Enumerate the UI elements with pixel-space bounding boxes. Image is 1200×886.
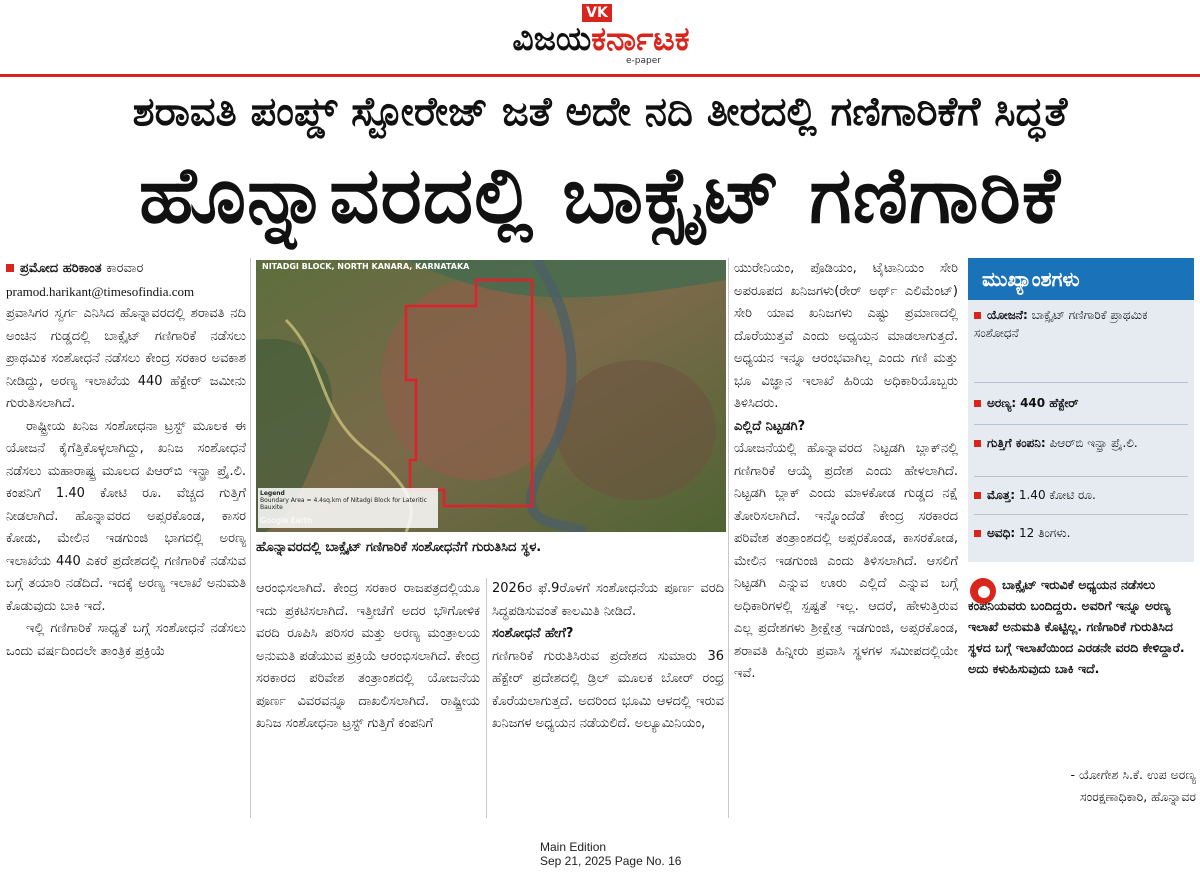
highlight-item xyxy=(974,394,1188,412)
quote-text: ಬಾಕ್ಸೈಟ್ ಇರುವಿಕೆ ಅಧ್ಯಯನ ನಡೆಸಲು ಕಂಪನಿಯವರು ಬಂದಿದ್ದರು. ಅವರಿಗೆ ಇನ್ನೂ ಅರಣ್ಯ ಇಲಾಖೆ ಅನುಮತಿ ಕೊಟ್ಟಿಲ್ಲ. ಗಣಿಗಾರಿಕೆ ಗುರುತಿಸಿದ ಸ್ಥಳದ ಬಗ್ಗೆ ಇಲಾಖೆಯಿಂದ ಎರಡನೇ ವರದಿ ಕೇಳಿದ್ದಾರೆ. ಅದು ಕಳುಹಿಸುವುದು ಬಾಕಿ ಇದೆ. xyxy=(968,577,1185,676)
quote-designation: ಸಂರಕ್ಷಣಾಧಿಕಾರಿ, ಹೊನ್ನಾವರ xyxy=(1079,789,1196,804)
paragraph: ಯುರೇನಿಯಂ, ಪೊಡಿಯಂ, ಟೈಟಾನಿಯಂ ಸೇರಿ ಅಪರೂಪದ ಖನಿಜಗಳು(ರೇರ್ ಅರ್ಥ್ ಎಲಿಮೆಂಟ್) ಸೇರಿ ಯಾವ ಖನಿಜಗಳು ಎಷ್ಟು ಪ್ರಮಾಣದಲ್ಲಿ ದೊರೆಯುತ್ತವೆ ಎಂದು ಅಧ್ಯಯನ ಮಾಡಲಾಗುತ್ತದೆ. ಅಧ್ಯಯನ ಇನ್ನೂ ಆರಂಭವಾಗಿಲ್ಲ ಎಂದು ಗಣಿ ಮತ್ತು ಭೂ ವಿಜ್ಞಾನ ಇಲಾಖೆ ಹಿರಿಯ ಅಧಿಕಾರಿಯೊಬ್ಬರು ತಿಳಿಸಿದರು. xyxy=(734,261,958,411)
highlight-key: ಗುತ್ತಿಗೆ ಕಂಪನಿ: xyxy=(987,436,1046,450)
byline-email: pramod.harikant@timesofindia.com xyxy=(6,283,195,299)
divider xyxy=(974,476,1188,477)
highlight-item xyxy=(974,306,1188,342)
subheading: ಎಲ್ಲಿದೆ ನಿಟ್ಟಡಗಿ? xyxy=(734,418,806,434)
legend-title: Legend xyxy=(260,490,285,497)
article-column-4 xyxy=(734,258,958,818)
vk-logo: VK xyxy=(582,4,612,22)
legend-item: Boundary Area = 4.4sq.km of Nitadgi Block for Lateritic Bauxite xyxy=(260,497,427,511)
paragraph: ಯೋಜನೆಯಲ್ಲಿ ಹೊನ್ನಾವರದ ನಿಟ್ಟಡಗಿ ಬ್ಲಾಕ್‌ನಲ್ಲಿ ಗಣಿಗಾರಿಕೆ ಆಯ್ಕೆ ಪ್ರದೇಶ ಎಂದು ಹೇಳಲಾಗಿದೆ. ನಿಟ್ಟಡಗಿ ಬ್ಲಾಕ್ ಎಂದು ಮಾಳಕೋಡ ಗುಡ್ಡದ ನಕ್ಷೆ ತೋರಿಸಲಾಗಿದೆ. ಇನ್ನೊಂದೆಡೆ ಕೇಂದ್ರ ಸರಕಾರದ ಪರಿವೇಶ ತಂತ್ರಾಂಶದಲ್ಲಿ ಅಪ್ಸರಕೊಂಡ, ಕಾಸರಕೋಡ, ಮೇಲಿನ ಇಡಗುಂಜಿ ಎಂದು ತಿಳಿಸಲಾಗಿದೆ. ಆಸಲಿಗೆ ನಿಟ್ಟಡಗಿ ಎನ್ನುವ ಊರು ಎಲ್ಲಿದೆ ಎನ್ನುವ ಬಗ್ಗೆ ಅಧಿಕಾರಿಗಳಲ್ಲಿ ಸ್ಪಷ್ಟತೆ ಇಲ್ಲ. ಆದರೆ, ಹೇಳುತ್ತಿರುವ ಎಲ್ಲ ಪ್ರದೇಶಗಳು ಶ್ರೀಕ್ಷೇತ್ರ ಇಡಗುಂಜಿ, ಅಪ್ಸರಕೊಂಡ, ಶರಾವತಿ ಹಿನ್ನೀರು ಪ್ರವಾಸಿ ಸ್ಥಳಗಳ ಸಮೀಪದಲ್ಲಿಯೇ ಇವೆ. xyxy=(734,441,958,681)
highlights-title: ಮುಖ್ಯಾಂಶಗಳು xyxy=(968,258,1194,300)
page-footer xyxy=(540,840,681,868)
paragraph: ಇಲ್ಲಿ ಗಣಿಗಾರಿಕೆ ಸಾಧ್ಯತೆ ಬಗ್ಗೆ ಸಂಶೋಧನೆ ನಡೆಸಲು ಒಂದು ವರ್ಷದಿಂದಲೇ ತಾಂತ್ರಿಕ ಪ್ರಕ್ರಿಯೆ xyxy=(6,621,246,659)
newspaper-name xyxy=(486,20,716,58)
highlight-key: ಅರಣ್ಯ: xyxy=(987,396,1017,410)
kicker-headline: ಶರಾವತಿ ಪಂಪ್ಡ್ ಸ್ಟೋರೇಜ್ ಜತೆ ಅದೇ ನದಿ ತೀರದಲ್ಲಿ ಗಣಿಗಾರಿಕೆಗೆ ಸಿದ್ಧತೆ xyxy=(132,89,1068,135)
map-caption: ಹೊನ್ನಾವರದಲ್ಲಿ ಬಾಕ್ಸೈಟ್ ಗಣಿಗಾರಿಕೆ ಸಂಶೋಧನೆಗೆ ಗುರುತಿಸಿದ ಸ್ಥಳ. xyxy=(256,540,542,555)
subheading: ಸಂಶೋಧನೆ ಹೇಗೆ? xyxy=(492,626,574,641)
quote-signature: - ಯೋಗೇಶ ಸಿ.ಕೆ. ಉಪ ಅರಣ್ಯ xyxy=(1070,767,1196,782)
divider xyxy=(974,382,1188,383)
newspaper-name-part2: ಕರ್ನಾಟಕ xyxy=(591,19,690,58)
byline xyxy=(6,258,246,281)
highlight-key: ಅವಧಿ: xyxy=(987,526,1016,540)
paragraph: ಗಣಿಗಾರಿಕೆ ಗುರುತಿಸಿರುವ ಪ್ರದೇಶದ ಸುಮಾರು 36 ಹೆಕ್ಟೇರ್ ಪ್ರದೇಶದಲ್ಲಿ ಡ್ರಿಲ್ ಮೂಲಕ ಬೋರ್ ರಂಧ್ರ ಕೊರೆಯಲಾಗುತ್ತದೆ. ಅದರಿಂದ ಭೂಮಿ ಆಳದಲ್ಲಿ ಇರುವ ಖನಿಜಗಳ ಅಧ್ಯಯನ ನಡೆಯಲಿದೆ. ಅಲ್ಯೂಮಿನಿಯಂ, xyxy=(492,648,724,731)
newspaper-name-part1: ವಿಜಯ xyxy=(512,19,592,58)
masthead xyxy=(486,4,716,70)
date-page-label: Sep 21, 2025 Page No. 16 xyxy=(540,854,682,868)
column-divider xyxy=(486,578,487,818)
highlight-value: 12 ತಿಂಗಳು. xyxy=(1019,526,1071,540)
paragraph: 2026ರ ಫೆ.9ರೊಳಗೆ ಸಂಶೋಧನೆಯ ಪೂರ್ಣ ವರದಿ ಸಿದ್ಧಪಡಿಸುವಂತೆ ಕಾಲಮಿತಿ ನೀಡಿದೆ. xyxy=(492,581,724,619)
map-title-label: NITADGI BLOCK, NORTH KANARA, KARNATAKA xyxy=(262,262,470,271)
highlight-item xyxy=(974,524,1188,542)
epaper-label: e-paper xyxy=(626,56,661,66)
bullet-square-icon xyxy=(974,400,981,407)
byline-place: ಕಾರವಾರ xyxy=(106,261,144,276)
paragraph: ರಾಷ್ಟ್ರೀಯ ಖನಿಜ ಸಂಶೋಧನಾ ಟ್ರಸ್ಟ್ ಮೂಲಕ ಈ ಯೋಜನೆ ಕೈಗೆತ್ತಿಕೊಳ್ಳಲಾಗಿದ್ದು, ಖನಿಜ ಸಂಶೋಧನೆ ನಡೆಸಲು ಮಹಾರಾಷ್ಟ್ರ ಮೂಲದ ಪಿಆರ್‌ಬಿ ಇನ್ಫ್ರಾ ಪ್ರೈ.ಲಿ. ಕಂಪನಿಗೆ 1.40 ಕೋಟಿ ರೂ. ವೆಚ್ಚದ ಗುತ್ತಿಗೆ ನೀಡಲಾಗಿದೆ. ಹೊನ್ನಾವರದ ಅಪ್ಸರಕೊಂಡ, ಕಾಸರ ಕೋಡು, ಮೇಲಿನ ಇಡಗುಂಜಿ ಭಾಗದಲ್ಲಿ ಅರಣ್ಯ ಇಲಾಖೆಯ 440 ಎಕರೆ ಪ್ರದೇಶದಲ್ಲಿ ಗಣಿಗಾರಿಕೆ ನಡೆಸುವ ಬಗ್ಗೆ ತಯಾರಿ ನಡೆದಿದೆ. ಇದಕ್ಕೆ ಅರಣ್ಯ ಇಲಾಖೆ ಅನುಮತಿ ಕೊಡುವುದು ಬಾಕಿ ಇದೆ. xyxy=(6,418,246,614)
highlight-item xyxy=(974,486,1188,504)
paragraph: ಆರಂಭಿಸಲಾಗಿದೆ. ಕೇಂದ್ರ ಸರಕಾರ ರಾಜಪತ್ರದಲ್ಲಿಯೂ ಇದು ಪ್ರಕಟಿಸಲಾಗಿದೆ. ಇತ್ತೀಚೆಗೆ ಅದರ ಭೌಗೋಳಿಕ ವರದಿ ರೂಪಿಸಿ ಪರಿಸರ ಮತ್ತು ಅರಣ್ಯ ಮಂತ್ರಾಲಯ ಅನುಮತಿ ಪಡೆಯುವ ಪ್ರಕ್ರಿಯೆ ಆರಂಭಿಸಲಾಗಿದೆ. ಕೇಂದ್ರ ಸರಕಾರದ ಪರಿವೇಶ ತಂತ್ರಾಂಶದಲ್ಲಿ ಯೋಜನೆಯ ಪೂರ್ಣ ವಿವರವನ್ನೂ ದಾಖಲಿಸಲಾಗಿದೆ. ರಾಷ್ಟ್ರೀಯ ಖನಿಜ ಸಂಶೋಧನಾ ಟ್ರಸ್ಟ್ ಗುತ್ತಿಗೆ ಕಂಪನಿಗೆ xyxy=(256,581,480,731)
column-divider xyxy=(728,258,729,818)
highlights-box xyxy=(968,258,1194,562)
divider xyxy=(974,514,1188,515)
highlight-item xyxy=(974,434,1188,452)
column-divider xyxy=(250,258,251,818)
highlight-key: ಮೊತ್ತ: xyxy=(987,488,1016,502)
article-column-1 xyxy=(6,258,246,818)
article-column-3 xyxy=(492,578,724,818)
bullet-square-icon xyxy=(974,530,981,537)
highlight-key: ಯೋಜನೆ: xyxy=(987,308,1028,322)
article-column-2 xyxy=(256,578,480,818)
google-earth-watermark: Google Earth xyxy=(260,516,313,525)
highlight-value: ಪಿಆರ್‌ಬಿ ಇನ್ಫ್ರಾ ಪ್ರೈ.ಲಿ. xyxy=(1049,436,1138,450)
bullet-square-icon xyxy=(974,312,981,319)
highlight-value: 1.40 ಕೋಟಿ ರೂ. xyxy=(1018,488,1096,502)
bullet-square-icon xyxy=(974,492,981,499)
main-headline: ಹೊನ್ನಾವರದಲ್ಲಿ ಬಾಕ್ಸೈಟ್ ಗಣಿಗಾರಿಕೆ xyxy=(139,151,1061,241)
satellite-map xyxy=(256,260,726,532)
highlight-value: 440 ಹೆಕ್ಟೇರ್ xyxy=(1020,396,1079,410)
byline-square-icon xyxy=(6,264,14,272)
divider xyxy=(974,424,1188,425)
masthead-rule xyxy=(0,74,1200,77)
byline-author: ಪ್ರಮೋದ ಹರಿಕಾಂತ xyxy=(20,261,102,276)
bullet-square-icon xyxy=(974,440,981,447)
highlight-value: ಬಾಕ್ಸೈಟ್ ಗಣಿಗಾರಿಕೆ ಪ್ರಾಥಮಿಕ ಸಂಶೋಧನೆ xyxy=(974,308,1148,340)
edition-label: Main Edition xyxy=(540,840,607,854)
paragraph: ಪ್ರವಾಸಿಗರ ಸ್ವರ್ಗ ಎನಿಸಿದ ಹೊನ್ನಾವರದಲ್ಲಿ ಶರಾವತಿ ನದಿ ಅಂಚಿನ ಗುಡ್ಡದಲ್ಲಿ ಬಾಕ್ಸೈಟ್ ಗಣಿಗಾರಿಕೆ ನಡೆಸಲು ಪ್ರಾಥಮಿಕ ಸಂಶೋಧನೆ ನಡೆಸಲು ಕೇಂದ್ರ ಸರಕಾರ ಅವಕಾಶ ನೀಡಿದ್ದು, ಅರಣ್ಯ ಇಲಾಖೆಯ 440 ಹೆಕ್ಟೇರ್ ಜಮೀನು ಗುರುತಿಸಲಾಗಿದೆ. xyxy=(6,306,246,411)
